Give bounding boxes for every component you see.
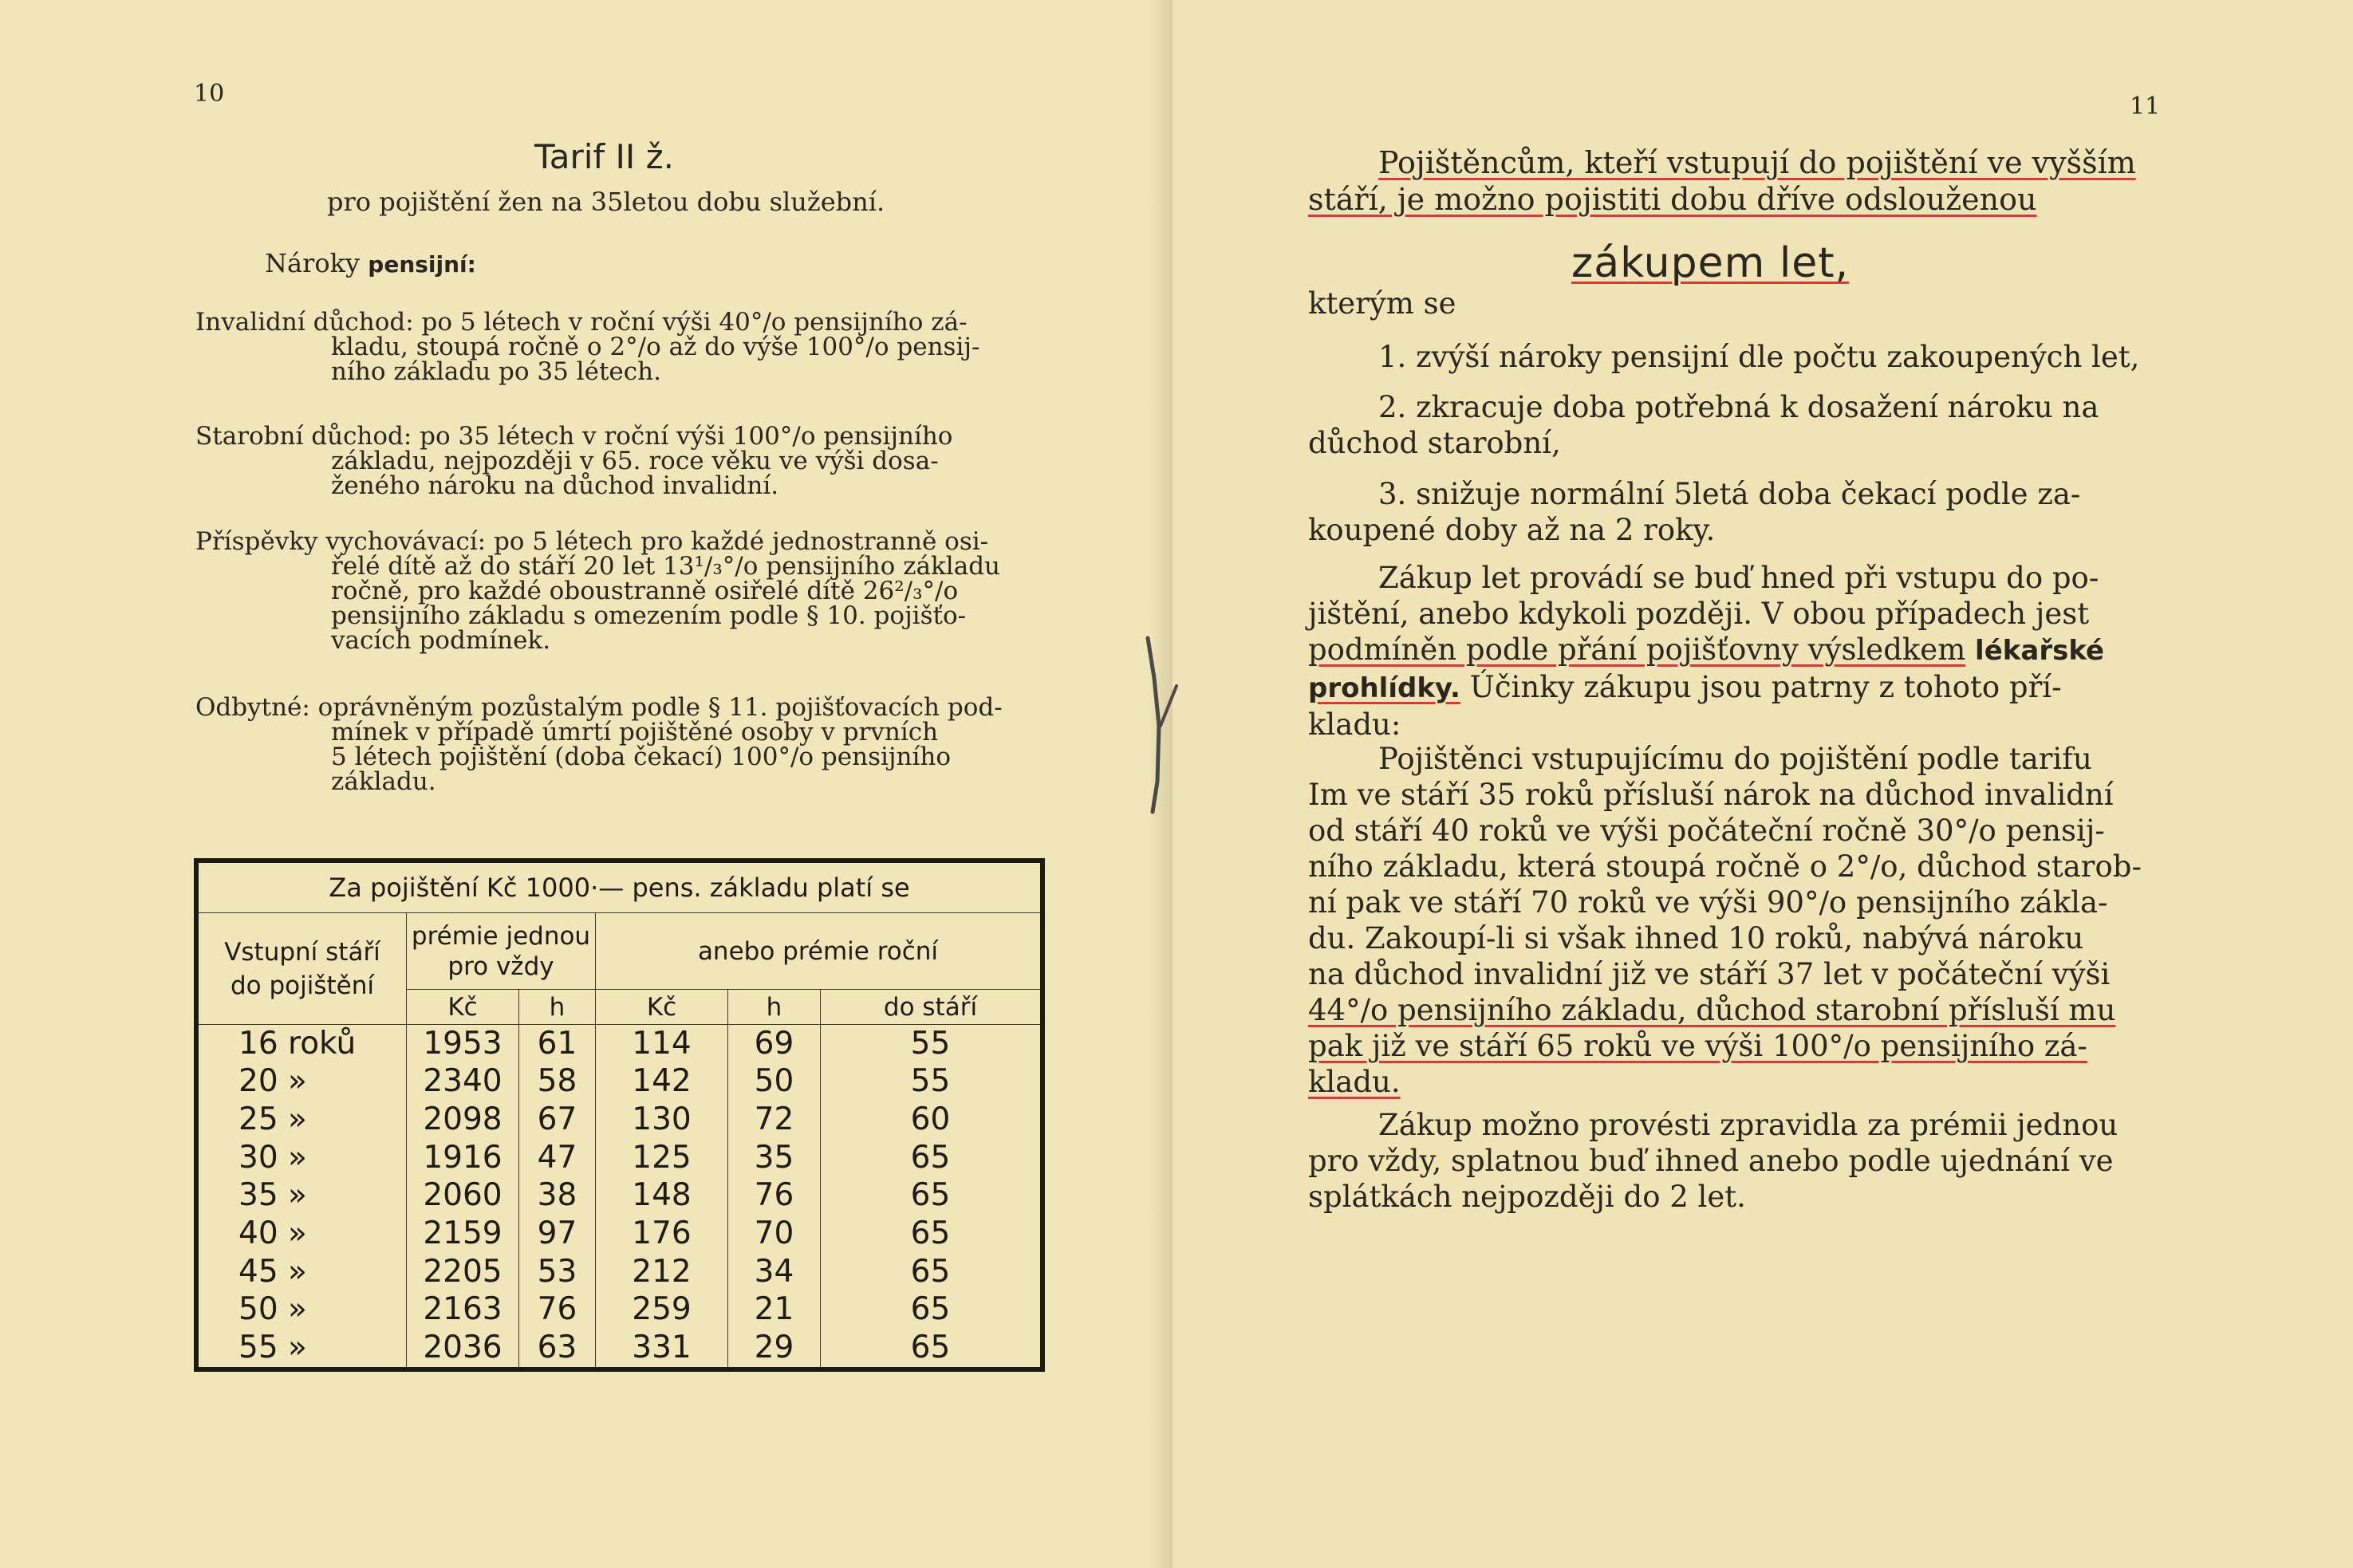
paragraph-invalid-pension: [195, 310, 1045, 384]
cell-kc-annual: 125: [596, 1139, 728, 1177]
paragraph-purchase: [1308, 560, 2158, 743]
unit-to-age: do stáří: [821, 990, 1043, 1025]
cell-h-single: 47: [519, 1139, 596, 1177]
intro-text-1: Pojištěncům, kteří vstupují do pojištění ve vyšším: [1378, 145, 2136, 180]
para1-line-2: jištění, anebo kdykoli později. V obou případech jest: [1308, 597, 2090, 631]
cell-to-age: 65: [821, 1139, 1043, 1177]
para3-line: pro vždy, splatnou buď ihned anebo podle ujednání ve: [1308, 1144, 2114, 1178]
table-row: [196, 1139, 1042, 1177]
cell-age: 25 »: [196, 1101, 407, 1139]
paragraph-first-line: Příspěvky vychovávací: po 5 létech pro každé jednostranně osi-: [195, 527, 989, 556]
col-header-annual-premium: anebo prémie roční: [596, 913, 1043, 990]
para2-line: ního základu, která stoupá ročně o 2°/o, důchod starob-: [1308, 849, 2142, 884]
unit-kc-single: Kč: [407, 990, 519, 1025]
cell-h-single: 58: [519, 1063, 596, 1101]
intro-line-2: [1308, 182, 2158, 218]
cell-age: 30 »: [196, 1139, 407, 1177]
cell-age: 50 »: [196, 1290, 407, 1329]
cell-kc-annual: 331: [596, 1329, 728, 1369]
list-item-2-text-cont: důchod starobní,: [1308, 426, 1561, 460]
list-item-1: [1308, 339, 2158, 375]
col-header-age: [196, 913, 407, 1025]
cell-h-single: 38: [519, 1177, 596, 1215]
cell-age: 20 »: [196, 1063, 407, 1101]
para2-line: Im ve stáří 35 roků přísluší nárok na důchod invalidní: [1308, 778, 2114, 812]
premium-table: [194, 858, 1045, 1372]
para3-line: Zákup možno provésti zpravidla za prémii jednou: [1378, 1108, 2118, 1142]
cell-h-annual: 34: [728, 1253, 821, 1291]
headline: [1571, 239, 1849, 287]
list-item-2: [1308, 389, 2158, 461]
cell-to-age: 55: [821, 1025, 1043, 1063]
cell-to-age: 65: [821, 1253, 1043, 1291]
by-which-text: kterým se: [1308, 286, 1456, 321]
intro-line-1: [1308, 145, 2158, 181]
col-header-age-l1: Vstupní stáří: [224, 937, 380, 967]
cell-to-age: 60: [821, 1101, 1043, 1139]
cell-h-single: 63: [519, 1329, 596, 1369]
col-header-single-premium: [407, 913, 596, 990]
para3-line: splátkách nejpozději do 2 let.: [1308, 1180, 1746, 1214]
cell-age: 55 »: [196, 1329, 407, 1369]
para1-line-3-text: podmíněn podle přání pojišťovny výsledkem: [1308, 632, 1966, 667]
para2-line: na důchod invalidní již ve stáří 37 let v počáteční výši: [1308, 957, 2111, 991]
cell-kc-annual: 176: [596, 1215, 728, 1253]
paragraph-line: základu, nejpozději v 65. roce věku ve výši dosa-: [331, 447, 939, 475]
list-item-3-text: 3. snižuje normální 5letá doba čekací podle za-: [1378, 477, 2081, 511]
claims-heading-b: pensijní:: [368, 251, 476, 278]
table-row: [196, 1290, 1042, 1329]
tariff-subtitle: pro pojištění žen na 35letou dobu služební.: [327, 187, 885, 217]
list-item-3: [1308, 476, 2158, 548]
cell-kc-annual: 148: [596, 1177, 728, 1215]
list-item-3-text-cont: koupené doby až na 2 roky.: [1308, 513, 1716, 547]
paragraph-payment: [1308, 1107, 2158, 1215]
col-header-age-l2: do pojištění: [230, 971, 374, 1000]
cell-h-annual: 35: [728, 1139, 821, 1177]
unit-h-single: h: [519, 990, 596, 1025]
cell-h-annual: 76: [728, 1177, 821, 1215]
paragraph-example: [1308, 741, 2158, 1100]
cell-h-single: 67: [519, 1101, 596, 1139]
cell-kc-annual: 259: [596, 1290, 728, 1329]
para2-line: Pojištěnci vstupujícímu do pojištění podle tarifu: [1378, 742, 2092, 776]
cell-kc-single: 2163: [407, 1290, 519, 1329]
paragraph-first-line: Odbytné: oprávněným pozůstalým podle § 11. pojišťovacích pod-: [195, 693, 1003, 722]
paragraph-line: základu.: [331, 767, 436, 796]
para1-line-4: [1308, 669, 2158, 707]
paragraph-line: ního základu po 35 létech.: [331, 357, 661, 386]
cell-to-age: 65: [821, 1290, 1043, 1329]
col-header-single-l2: pro vždy: [447, 951, 554, 981]
table-row: [196, 1177, 1042, 1215]
para1-tail: Účinky zákupu jsou patrny z tohoto pří-: [1469, 670, 2062, 704]
cell-h-annual: 50: [728, 1063, 821, 1101]
paragraph-education-allowance: [195, 527, 1045, 655]
table-row: [196, 1215, 1042, 1253]
unit-kc-annual: Kč: [596, 990, 728, 1025]
cell-h-annual: 21: [728, 1290, 821, 1329]
table-row: [196, 1101, 1042, 1139]
cell-kc-single: 2098: [407, 1101, 519, 1139]
cell-h-single: 53: [519, 1253, 596, 1291]
paragraph-line: pensijního základu s omezením podle § 10. pojišťo-: [331, 601, 967, 630]
cell-kc-single: 2340: [407, 1063, 519, 1101]
cell-kc-single: 2159: [407, 1215, 519, 1253]
cell-kc-single: 1916: [407, 1139, 519, 1177]
tariff-title: Tarif II ž.: [534, 137, 675, 176]
cell-h-annual: 70: [728, 1215, 821, 1253]
paragraph-line: ženého nároku na důchod invalidní.: [331, 471, 779, 500]
cell-h-single: 76: [519, 1290, 596, 1329]
pencil-bracket-mark: [1137, 630, 1184, 821]
para1-bold-1: lékařské: [1975, 635, 2105, 667]
table-row: [196, 1253, 1042, 1291]
cell-age: 40 »: [196, 1215, 407, 1253]
paragraph-line: řelé dítě až do stáří 20 let 13¹/₃°/o pensijního základu: [331, 552, 1000, 581]
cell-h-annual: 29: [728, 1329, 821, 1369]
paragraph-line: vacích podmínek.: [331, 626, 551, 655]
cell-to-age: 65: [821, 1215, 1043, 1253]
cell-to-age: 65: [821, 1177, 1043, 1215]
paragraph-line: kladu, stoupá ročně o 2°/o až do výše 100°/o pensij-: [331, 333, 980, 361]
list-item-1-text: 1. zvýší nároky pensijní dle počtu zakoupených let,: [1378, 340, 2140, 374]
cell-h-single: 61: [519, 1025, 596, 1063]
paragraph-old-age-pension: [195, 424, 1045, 498]
para2-line: 44°/o pensijního základu, důchod starobní přísluší mu: [1308, 993, 2116, 1027]
page-number-right: 11: [2130, 93, 2161, 120]
cell-age: 16 roků: [196, 1025, 407, 1063]
para2-line: od stáří 40 roků ve výši počáteční ročně 30°/o pensij-: [1308, 814, 2105, 848]
cell-h-annual: 72: [728, 1101, 821, 1139]
unit-h-annual: h: [728, 990, 821, 1025]
para1-line-3: [1308, 632, 2158, 669]
table-row: [196, 1025, 1042, 1063]
cell-kc-annual: 142: [596, 1063, 728, 1101]
paragraph-first-line: Invalidní důchod: po 5 létech v roční výši 40°/o pensijního zá-: [195, 308, 968, 337]
claims-heading: [265, 248, 476, 278]
cell-kc-single: 1953: [407, 1025, 519, 1063]
intro-text-2: stáří, je možno pojistiti dobu dříve odslouženou: [1308, 182, 2037, 217]
cell-kc-annual: 212: [596, 1253, 728, 1291]
para1-end: kladu:: [1308, 707, 1401, 742]
cell-age: 35 »: [196, 1177, 407, 1215]
para1-line-1: Zákup let provádí se buď hned při vstupu do po-: [1378, 561, 2099, 595]
page-number-left: 10: [194, 80, 225, 108]
left-page: [0, 0, 1173, 1568]
para2-line: ní pak ve stáří 70 roků ve výši 90°/o pensijního zákla-: [1308, 885, 2108, 920]
table-row: [196, 1063, 1042, 1101]
paragraph-line: 5 létech pojištění (doba čekací) 100°/o pensijního: [331, 743, 952, 771]
list-item-2-text: 2. zkracuje doba potřebná k dosažení nároku na: [1378, 390, 2099, 424]
claims-heading-a: Nároky: [265, 248, 361, 278]
paragraph-severance: [195, 695, 1045, 794]
paragraph-line: ročně, pro každé oboustranně osiřelé dítě 26²/₃°/o: [331, 577, 959, 605]
cell-kc-single: 2036: [407, 1329, 519, 1369]
para2-line: kladu.: [1308, 1065, 1401, 1099]
paragraph-line: mínek v případě úmrtí pojištěné osoby v prvních: [331, 718, 939, 747]
cell-kc-annual: 114: [596, 1025, 728, 1063]
cell-kc-single: 2060: [407, 1177, 519, 1215]
cell-to-age: 65: [821, 1329, 1043, 1369]
para2-line: pak již ve stáří 65 roků ve výši 100°/o pensijního zá-: [1308, 1029, 2087, 1063]
cell-age: 45 »: [196, 1253, 407, 1291]
col-header-single-l1: prémie jednou: [411, 921, 591, 951]
para2-line: du. Zakoupí-li si však ihned 10 roků, nabývá nároku: [1308, 921, 2084, 955]
cell-to-age: 55: [821, 1063, 1043, 1101]
headline-text: zákupem let,: [1571, 239, 1850, 287]
table-row: [196, 1329, 1042, 1369]
cell-h-annual: 69: [728, 1025, 821, 1063]
para1-bold-2: prohlídky.: [1308, 672, 1460, 704]
cell-h-single: 97: [519, 1215, 596, 1253]
table-caption: Za pojištění Kč 1000·— pens. základu platí se: [196, 861, 1042, 913]
cell-kc-single: 2205: [407, 1253, 519, 1291]
cell-kc-annual: 130: [596, 1101, 728, 1139]
paragraph-first-line: Starobní důchod: po 35 létech v roční výši 100°/o pensijního: [195, 422, 953, 451]
